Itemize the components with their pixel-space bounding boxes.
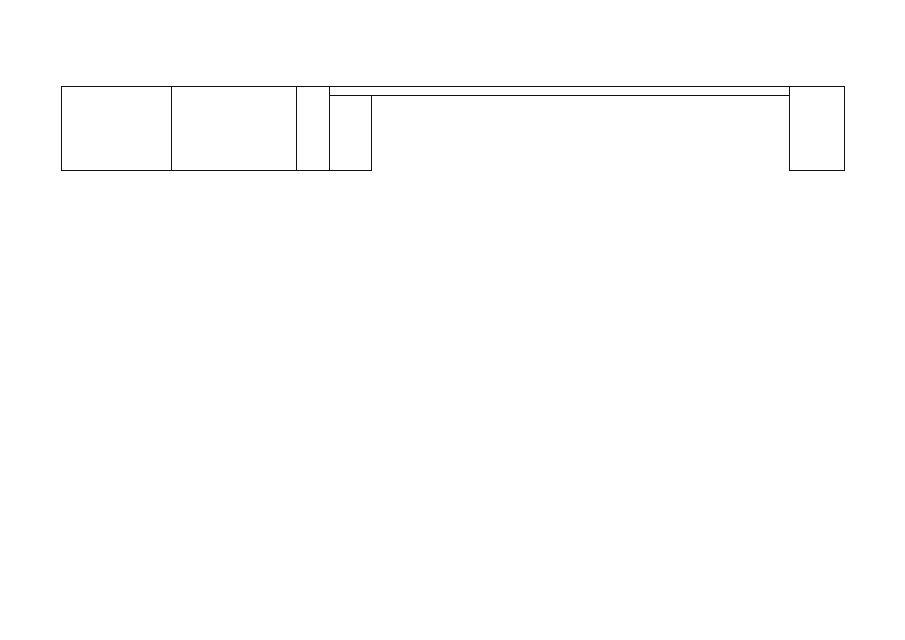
forest-plan-table: [61, 86, 845, 171]
col-unit-header: [297, 87, 330, 171]
col-activity-header: [172, 87, 297, 171]
col-total-header: [790, 87, 845, 171]
header-row-years: [62, 87, 845, 96]
col-2008-header: [330, 96, 372, 171]
col-forestry-header: [62, 87, 172, 171]
col-years-header: [330, 87, 790, 96]
